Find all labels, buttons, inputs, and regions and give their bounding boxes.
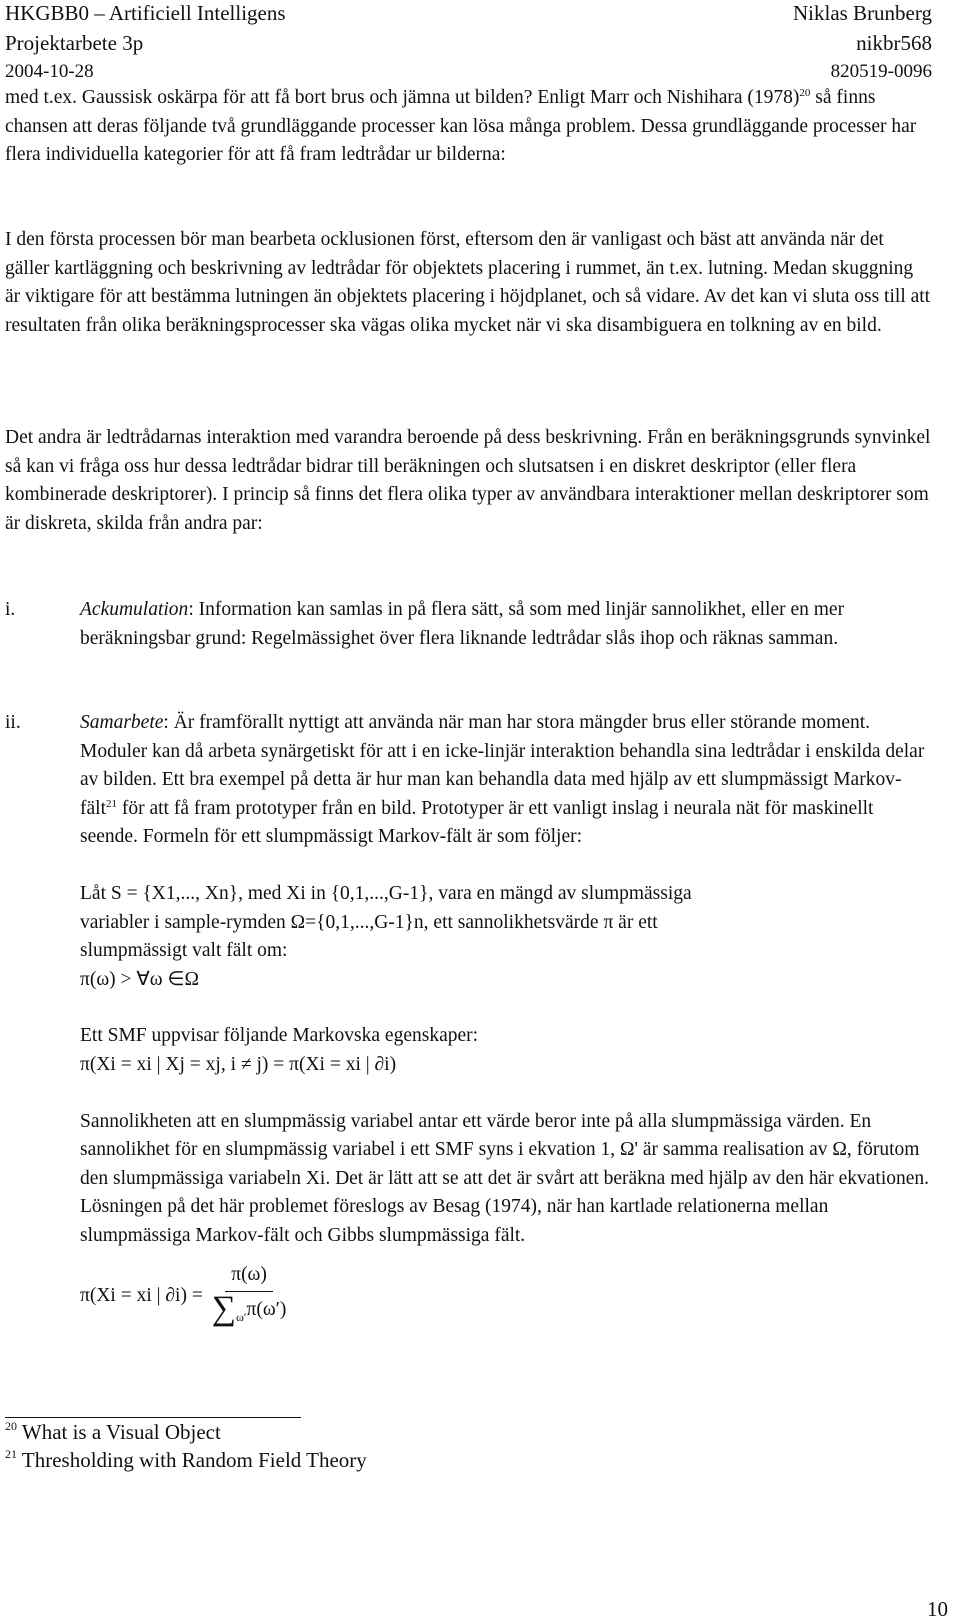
paragraph-text: I den första processen bör man bearbeta ocklusionen först, eftersom den är vanligast och bäst att använda när det gäller kartläggning och beskrivning av ledtrådar för objektets placering i rummet, än t.ex. lutning. Medan skuggning är viktigare för att bestämma lutningen än objektets placering i höjdplanet, och så vidare. Av det kan vi sluta oss till att resultaten från olika beräkningsprocesser ska vägas olika mycket när vi ska disambiguera en tolkning av en bild. bbox=[5, 229, 931, 336]
author-id: nikbr568 bbox=[856, 31, 932, 55]
footnote-number: 20 bbox=[5, 1419, 17, 1433]
list-text: : Information kan samlas in på flera sätt, så som med linjär sannolikhet, eller en mer beräkningsbar grund: Regelmässighet över flera liknande ledtrådar slås ihop och räknas samman. bbox=[80, 599, 845, 649]
sum-subscript: ω′ bbox=[235, 1310, 247, 1325]
formula-3-numerator: π(ω) bbox=[225, 1261, 273, 1293]
formula-3-lhs: π(Xi = xi | ∂i) = bbox=[80, 1284, 203, 1306]
intro-text-2: så finns chansen att deras följande två grundläggande processer kan lösa många problem. Dessa grundläggande processer har flera individuella kategorier för att få fram ledtrådar ur bilderna: bbox=[5, 87, 917, 166]
paragraph-probability: Sannolikheten att en slumpmässig variabel antar ett värde beror inte på alla slumpmässiga värden. En sannolikhet för en slumpmässig variabel i ett SMF syns i ekvation 1, Ω' är samma realisation av Ω, förutom den slumpmässiga variabeln Xi. Det är lätt att se att det är svårt att beräkna med hjälp av den här ekvationen. Lösningen på det här problemet föreslogs av Besag (1974), när han kartlade relationerna mellan slumpmässiga Markov-fält och Gibbs slumpmässiga fält. bbox=[80, 1110, 930, 1246]
footnote-text: What is a Visual Object bbox=[21, 1420, 221, 1444]
formula-1: π(ω) > ∀ω ∈Ω bbox=[80, 968, 199, 990]
sum-symbol: ∑ bbox=[211, 1290, 236, 1328]
denominator-term: π(ω′) bbox=[246, 1299, 287, 1321]
footnote-21 bbox=[5, 1447, 367, 1473]
author-name: Niklas Brunberg bbox=[792, 1, 932, 25]
page-number: 10 bbox=[927, 1597, 948, 1621]
list-item-cooperation bbox=[5, 709, 932, 1332]
list-text-2: för att få fram prototyper från en bild. Prototyper är ett vanligt inslag i neurala nät för maskinellt seende. Formeln för ett slumpmässigt Markov-fält är som följer: bbox=[80, 797, 874, 848]
project-label: Projektarbete 3p bbox=[5, 31, 144, 55]
formula-3 bbox=[80, 1261, 932, 1332]
course-title: HKGBB0 – Artificiell Intelligens bbox=[5, 1, 286, 25]
paragraph-first-process bbox=[5, 226, 932, 340]
footnote-number: 21 bbox=[5, 1447, 17, 1461]
footnote-text: Thresholding with Random Field Theory bbox=[21, 1448, 367, 1472]
footnote-ref-21: 21 bbox=[105, 797, 117, 810]
list-term: Samarbete bbox=[80, 712, 164, 733]
list-number: i. bbox=[5, 599, 16, 620]
list-item-accumulation bbox=[5, 596, 932, 653]
list-text-1: : Är framförallt nyttigt att använda när man har stora mängder brus eller störande moment. Moduler kan då arbeta synärgetiskt för att i en icke-linjär interaktion behandla sina ledtrådar i enskilda delar av bilden. Ett bra exempel på detta är hur man kan behandla data med hjälp av ett slumpmässigt Markov-fält bbox=[80, 712, 925, 819]
definition-line-1: Låt S = {X1,..., Xn}, med Xi in {0,1,...,G-1}, vara en mängd av slumpmässiga bbox=[80, 882, 692, 904]
intro-text-1: med t.ex. Gaussisk oskärpa för att få bort brus och jämna ut bilden? Enligt Marr och Nishihara (1978) bbox=[5, 87, 800, 108]
header-row-2 bbox=[5, 30, 932, 56]
formula-3-denominator bbox=[212, 1292, 287, 1332]
date: 2004-10-28 bbox=[5, 61, 94, 82]
footnote-divider bbox=[5, 1417, 301, 1418]
footnote-ref-20: 20 bbox=[799, 87, 811, 99]
list-term: Ackumulation bbox=[80, 599, 189, 620]
footnote-20 bbox=[5, 1419, 221, 1445]
definition-line-2: variabler i sample-rymden Ω={0,1,...,G-1}n, ett sannolikhetsvärde π är ett bbox=[80, 911, 658, 933]
definition-line-3: slumpmässigt valt fält om: bbox=[80, 940, 288, 962]
formula-3-fraction bbox=[212, 1261, 287, 1332]
personal-number: 820519-0096 bbox=[830, 61, 932, 82]
header-row-3 bbox=[5, 59, 932, 85]
intro-paragraph bbox=[5, 84, 932, 170]
paragraph-text: Det andra är ledtrådarnas interaktion med varandra beroende på dess beskrivning. Från en beräkningsgrunds synvinkel så kan vi fråga oss hur dessa ledtrådar bidrar till beräkningen och slutsatsen i en diskret deskriptor (eller flera kombinerade deskriptorer). I princip så finns det flera olika typer av användbara interaktioner mellan deskriptorer som är diskreta, skilda från andra par: bbox=[5, 427, 931, 534]
markov-intro: Ett SMF uppvisar följande Markovska egenskaper: bbox=[80, 1025, 479, 1047]
paragraph-second-process bbox=[5, 424, 932, 538]
list-number: ii. bbox=[5, 712, 21, 733]
formula-2: π(Xi = xi | Xj = xj, i ≠ j) = π(Xi = xi | ∂i) bbox=[80, 1053, 397, 1075]
header-row-1 bbox=[5, 0, 932, 26]
